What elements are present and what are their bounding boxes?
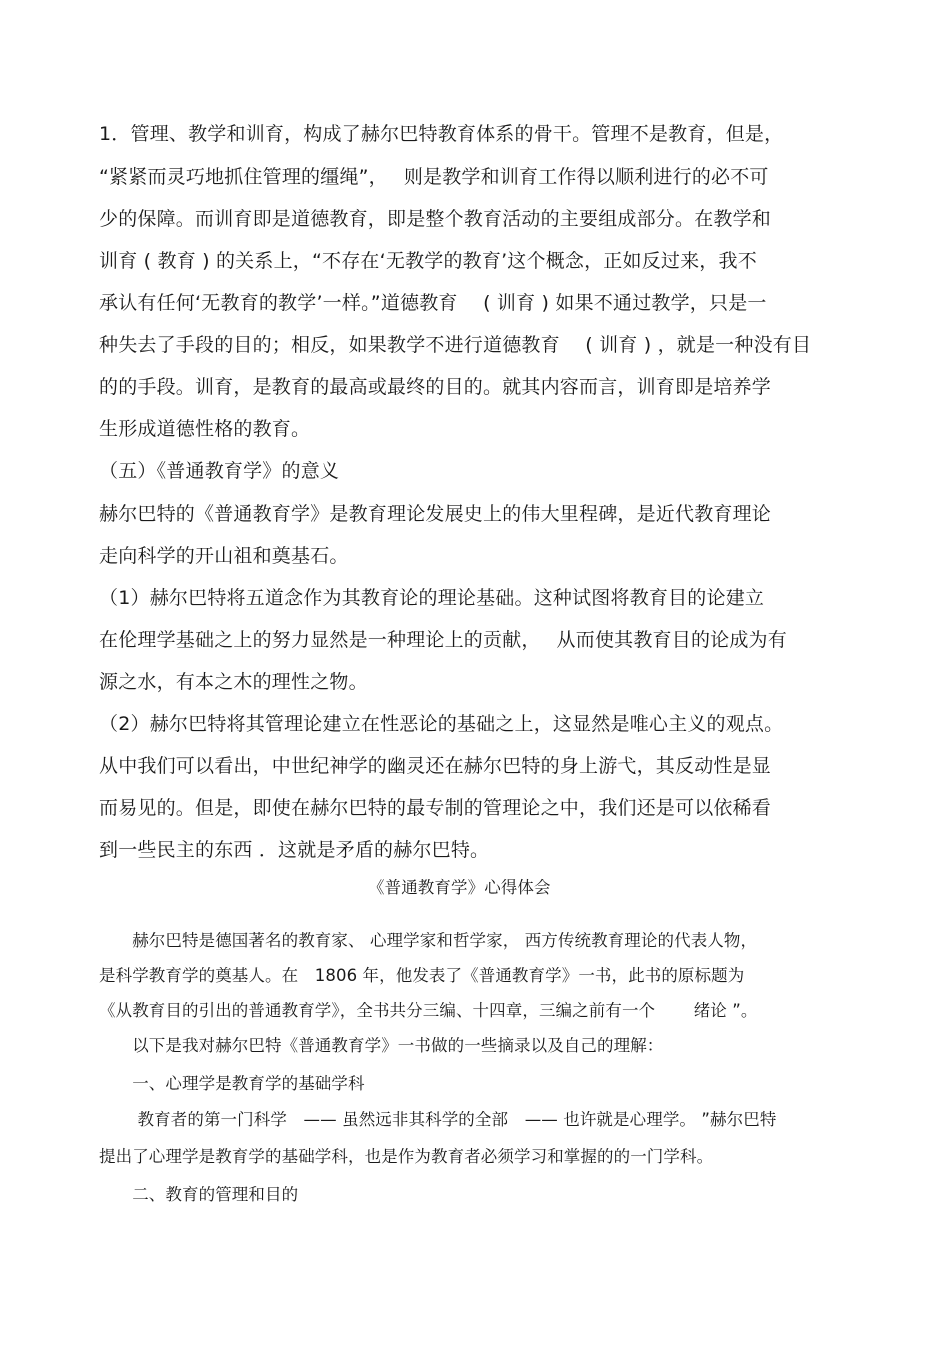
essay-subheading: 一、心理学是教育学的基础学科 — [99, 1074, 365, 1093]
body-line: 的的手段。训育，是教育的最高或最终的目的。就其内容而言，训育即是培养学 — [99, 376, 772, 398]
essay-line: 《从教育目的引出的普通教育学》，全书共分三编、十四章，三编之前有一个 绪论 ”。 — [99, 1001, 758, 1020]
body-line: 源之水，有本之木的理性之物。 — [99, 671, 368, 693]
body-line: （1）赫尔巴特将五道念作为其教育论的理论基础。这种试图将教育目的论建立 — [99, 587, 765, 609]
essay-line: 教育者的第一门科学 —— 虽然远非其科学的全部 —— 也许就是心理学。 ”赫尔巴特 — [99, 1110, 777, 1129]
essay-title: 《普通教育学》心得体会 — [368, 878, 551, 897]
body-line: “紧紧而灵巧地抓住管理的缰绳”， 则是教学和训育工作得以顺利进行的必不可 — [99, 166, 769, 188]
body-line: 而易见的。但是，即使在赫尔巴特的最专制的管理论之中，我们还是可以依稀看 — [99, 797, 772, 819]
essay-line: 提出了心理学是教育学的基础学科，也是作为教育者必须学习和掌握的的一门学科。 — [99, 1147, 714, 1166]
essay-line: 是科学教育学的奠基人。在 1806 年，他发表了《普通教育学》一书，此书的原标题为 — [99, 966, 745, 985]
essay-subheading: 二、教育的管理和目的 — [99, 1185, 299, 1204]
body-line: 少的保障。而训育即是道德教育，即是整个教育活动的主要组成部分。在教学和 — [99, 208, 772, 230]
body-line: 承认有任何‘无教育的教学’一样。”道德教育 ( 训育 ) 如果不通过教学，只是一 — [99, 292, 767, 314]
body-line: 种失去了手段的目的；相反，如果教学不进行道德教育 ( 训育 ) ，就是一种没有目 — [99, 334, 812, 356]
body-line: 到一些民主的东西 ．这就是矛盾的赫尔巴特。 — [99, 839, 490, 861]
body-line: 1．管理、教学和训育，构成了赫尔巴特教育体系的骨干。管理不是教育，但是， — [99, 123, 784, 145]
essay-line: 以下是我对赫尔巴特《普通教育学》一书做的一些摘录以及自己的理解： — [99, 1036, 664, 1055]
body-line: 训育 ( 教育 ) 的关系上，“不存在‘无教学的教育’这个概念，正如反过来，我不 — [99, 250, 757, 272]
section-heading: （五）《普通教育学》的意义 — [99, 460, 340, 482]
body-line: 赫尔巴特的《普通教育学》是教育理论发展史上的伟大里程碑，是近代教育理论 — [99, 503, 772, 525]
essay-line: 赫尔巴特是德国著名的教育家、 心理学家和哲学家， 西方传统教育理论的代表人物， — [99, 931, 758, 950]
body-line: （2）赫尔巴特将其管理论建立在性恶论的基础之上，这显然是唯心主义的观点。 — [99, 713, 784, 735]
body-line: 生形成道德性格的教育。 — [99, 418, 311, 440]
body-line: 在伦理学基础之上的努力显然是一种理论上的贡献， 从而使其教育目的论成为有 — [99, 629, 787, 651]
body-line: 从中我们可以看出，中世纪神学的幽灵还在赫尔巴特的身上游弋，其反动性是显 — [99, 755, 772, 777]
body-line: 走向科学的开山祖和奠基石。 — [99, 545, 349, 567]
